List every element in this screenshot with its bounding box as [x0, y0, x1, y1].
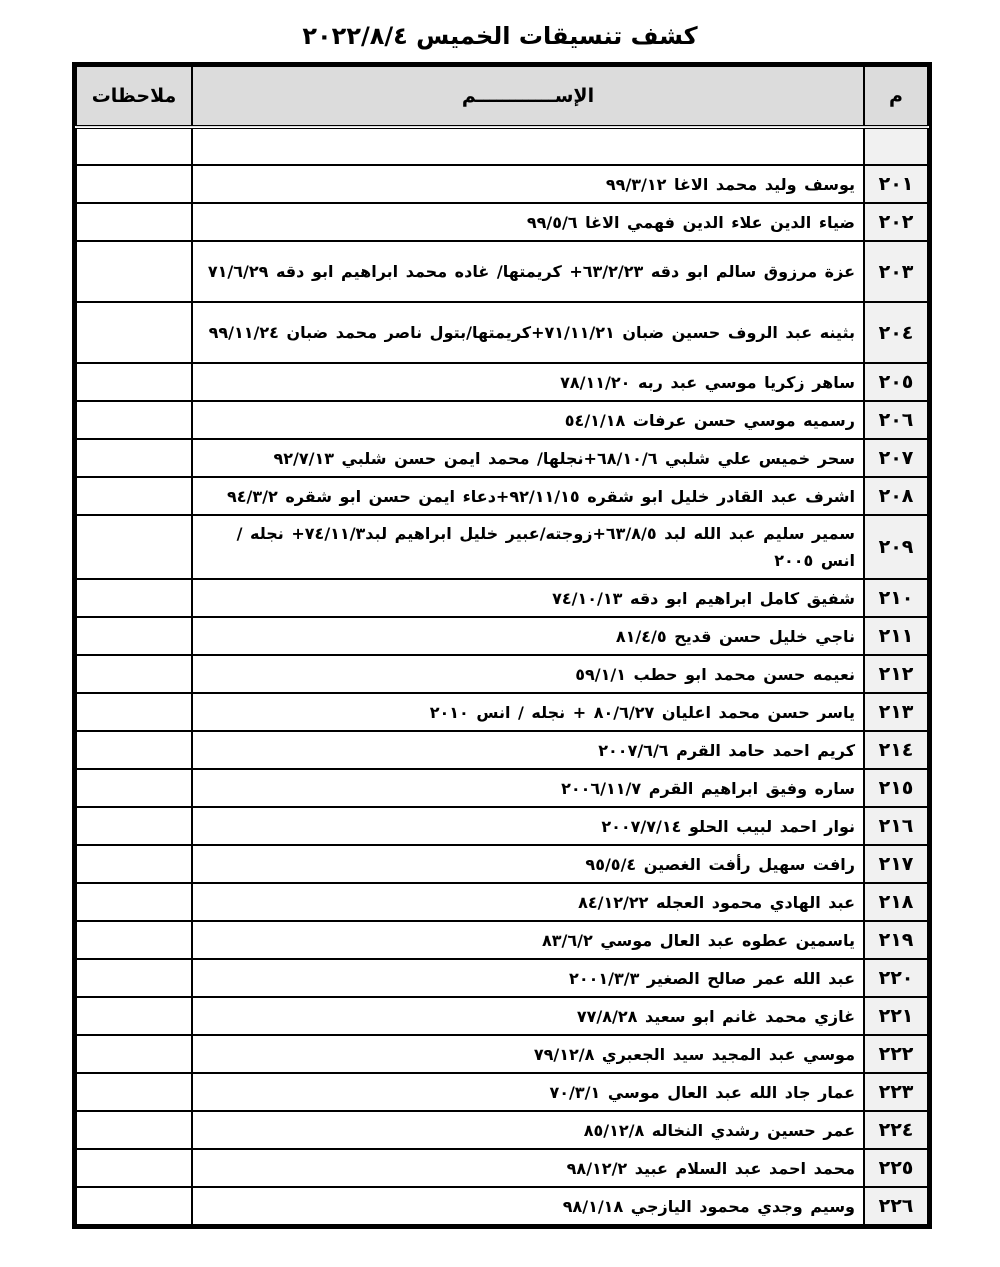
row-name: ياسمين عطوه عبد العال موسي ٨٣/٦/٢ — [192, 921, 864, 959]
row-name: ناجي خليل حسن قديح ٨١/٤/٥ — [192, 617, 864, 655]
gap-cell — [76, 127, 192, 165]
row-name: وسيم وجدي محمود اليازجي ٩٨/١/١٨ — [192, 1187, 864, 1225]
row-name: عمار جاد الله عبد العال موسي ٧٠/٣/١ — [192, 1073, 864, 1111]
row-number: ٢١٣ — [864, 693, 928, 731]
row-name: محمد احمد عبد السلام عبيد ٩٨/١٢/٢ — [192, 1149, 864, 1187]
table-row — [76, 731, 928, 769]
row-name: اشرف عبد القادر خليل ابو شقره ٩٢/١١/١٥+دعاء ايمن حسن ابو شقره ٩٤/٣/٢ — [192, 477, 864, 515]
row-number: ٢٢٦ — [864, 1187, 928, 1225]
table-row — [76, 997, 928, 1035]
coordination-table-frame — [72, 62, 932, 1229]
row-number: ٢٢٣ — [864, 1073, 928, 1111]
row-name: بثينه عبد الروف حسين ضبان ٧١/١١/٢١+كريمتها/بتول ناصر محمد ضبان ٩٩/١١/٢٤ — [192, 302, 864, 363]
table-row — [76, 959, 928, 997]
table-row — [76, 921, 928, 959]
table-row — [76, 302, 928, 363]
row-number: ٢٠٢ — [864, 203, 928, 241]
page-title: كشف تنسيقات الخميس ٢٠٢٢/٨/٤ — [302, 22, 698, 50]
row-number: ٢١٨ — [864, 883, 928, 921]
row-number: ٢٠٦ — [864, 401, 928, 439]
row-notes — [76, 655, 192, 693]
table-row — [76, 363, 928, 401]
row-number: ٢٠١ — [864, 165, 928, 203]
row-number: ٢٠٩ — [864, 515, 928, 579]
row-name: ساره وفيق ابراهيم القرم ٢٠٠٦/١١/٧ — [192, 769, 864, 807]
row-name: نوار احمد لبيب الحلو ٢٠٠٧/٧/١٤ — [192, 807, 864, 845]
row-notes — [76, 693, 192, 731]
row-number: ٢٠٨ — [864, 477, 928, 515]
row-number: ٢١٢ — [864, 655, 928, 693]
row-number: ٢١١ — [864, 617, 928, 655]
row-number: ٢٠٥ — [864, 363, 928, 401]
row-notes — [76, 731, 192, 769]
row-number: ٢١٩ — [864, 921, 928, 959]
row-notes — [76, 1187, 192, 1225]
row-name: موسي عبد المجيد سيد الجعبري ٧٩/١٢/٨ — [192, 1035, 864, 1073]
row-notes — [76, 845, 192, 883]
table-row — [76, 165, 928, 203]
table-row — [76, 693, 928, 731]
row-notes — [76, 769, 192, 807]
row-notes — [76, 363, 192, 401]
row-notes — [76, 1073, 192, 1111]
table-row — [76, 401, 928, 439]
row-notes — [76, 807, 192, 845]
table-row — [76, 1149, 928, 1187]
table-row — [76, 515, 928, 579]
table-row — [76, 883, 928, 921]
row-name: عبد الله عمر صالح الصغير ٢٠٠١/٣/٣ — [192, 959, 864, 997]
table-header-row — [76, 66, 928, 127]
table-body — [76, 127, 928, 1225]
header-notes: ملاحظات — [76, 66, 192, 127]
row-notes — [76, 165, 192, 203]
row-notes — [76, 1111, 192, 1149]
gap-cell — [864, 127, 928, 165]
row-notes — [76, 477, 192, 515]
row-name: رافت سهيل رأفت الغصين ٩٥/٥/٤ — [192, 845, 864, 883]
row-name: عبد الهادي محمود العجله ٨٤/١٢/٢٢ — [192, 883, 864, 921]
row-notes — [76, 959, 192, 997]
row-name: شفيق كامل ابراهيم ابو دقه ٧٤/١٠/١٣ — [192, 579, 864, 617]
gap-cell — [192, 127, 864, 165]
row-notes — [76, 203, 192, 241]
row-name: عمر حسين رشدي النخاله ٨٥/١٢/٨ — [192, 1111, 864, 1149]
row-notes — [76, 617, 192, 655]
row-number: ٢٢٠ — [864, 959, 928, 997]
row-number: ٢١٦ — [864, 807, 928, 845]
row-notes — [76, 997, 192, 1035]
row-number: ٢١٠ — [864, 579, 928, 617]
row-notes — [76, 1149, 192, 1187]
table-row — [76, 477, 928, 515]
row-name: عزة مرزوق سالم ابو دقه ٦٣/٢/٢٣+ كريمتها/ غاده محمد ابراهيم ابو دقه ٧١/٦/٢٩ — [192, 241, 864, 302]
table-row — [76, 845, 928, 883]
row-name: ضياء الدين علاء الدين فهمي الاغا ٩٩/٥/٦ — [192, 203, 864, 241]
row-name: ساهر زكريا موسي عبد ربه ٧٨/١١/٢٠ — [192, 363, 864, 401]
row-number: ٢١٤ — [864, 731, 928, 769]
header-gap-row — [76, 127, 928, 165]
table-row — [76, 1187, 928, 1225]
row-notes — [76, 1035, 192, 1073]
row-number: ٢٢١ — [864, 997, 928, 1035]
coordination-table — [75, 65, 929, 1226]
row-number: ٢٢٤ — [864, 1111, 928, 1149]
row-notes — [76, 883, 192, 921]
row-number: ٢٠٣ — [864, 241, 928, 302]
table-row — [76, 655, 928, 693]
row-notes — [76, 401, 192, 439]
row-number: ٢٢٥ — [864, 1149, 928, 1187]
table-row — [76, 203, 928, 241]
row-name: كريم احمد حامد القرم ٢٠٠٧/٦/٦ — [192, 731, 864, 769]
row-name: نعيمه حسن محمد ابو حطب ٥٩/١/١ — [192, 655, 864, 693]
row-number: ٢٢٢ — [864, 1035, 928, 1073]
row-number: ٢٠٧ — [864, 439, 928, 477]
row-name: سمير سليم عبد الله لبد ٦٣/٨/٥+زوجته/عبير خليل ابراهيم لبد٧٤/١١/٣+ نجله / انس ٢٠٠٥ — [192, 515, 864, 579]
row-name: غازي محمد غانم ابو سعيد ٧٧/٨/٢٨ — [192, 997, 864, 1035]
table-row — [76, 807, 928, 845]
row-number: ٢١٥ — [864, 769, 928, 807]
row-number: ٢٠٤ — [864, 302, 928, 363]
table-row — [76, 439, 928, 477]
row-name: رسميه موسي حسن عرفات ٥٤/١/١٨ — [192, 401, 864, 439]
row-name: سحر خميس علي شلبي ٦٨/١٠/٦+نجلها/ محمد ايمن حسن شلبي ٩٢/٧/١٣ — [192, 439, 864, 477]
row-notes — [76, 515, 192, 579]
row-notes — [76, 579, 192, 617]
table-row — [76, 1111, 928, 1149]
row-name: يوسف وليد محمد الاغا ٩٩/٣/١٢ — [192, 165, 864, 203]
header-number: م — [864, 66, 928, 127]
table-row — [76, 769, 928, 807]
header-name: الإســــــــــــم — [192, 66, 864, 127]
table-row — [76, 617, 928, 655]
row-number: ٢١٧ — [864, 845, 928, 883]
row-notes — [76, 439, 192, 477]
row-notes — [76, 302, 192, 363]
table-row — [76, 579, 928, 617]
row-notes — [76, 241, 192, 302]
table-row — [76, 1073, 928, 1111]
table-row — [76, 1035, 928, 1073]
row-notes — [76, 921, 192, 959]
table-row — [76, 241, 928, 302]
row-name: ياسر حسن محمد اعليان ٨٠/٦/٢٧ + نجله / انس ٢٠١٠ — [192, 693, 864, 731]
